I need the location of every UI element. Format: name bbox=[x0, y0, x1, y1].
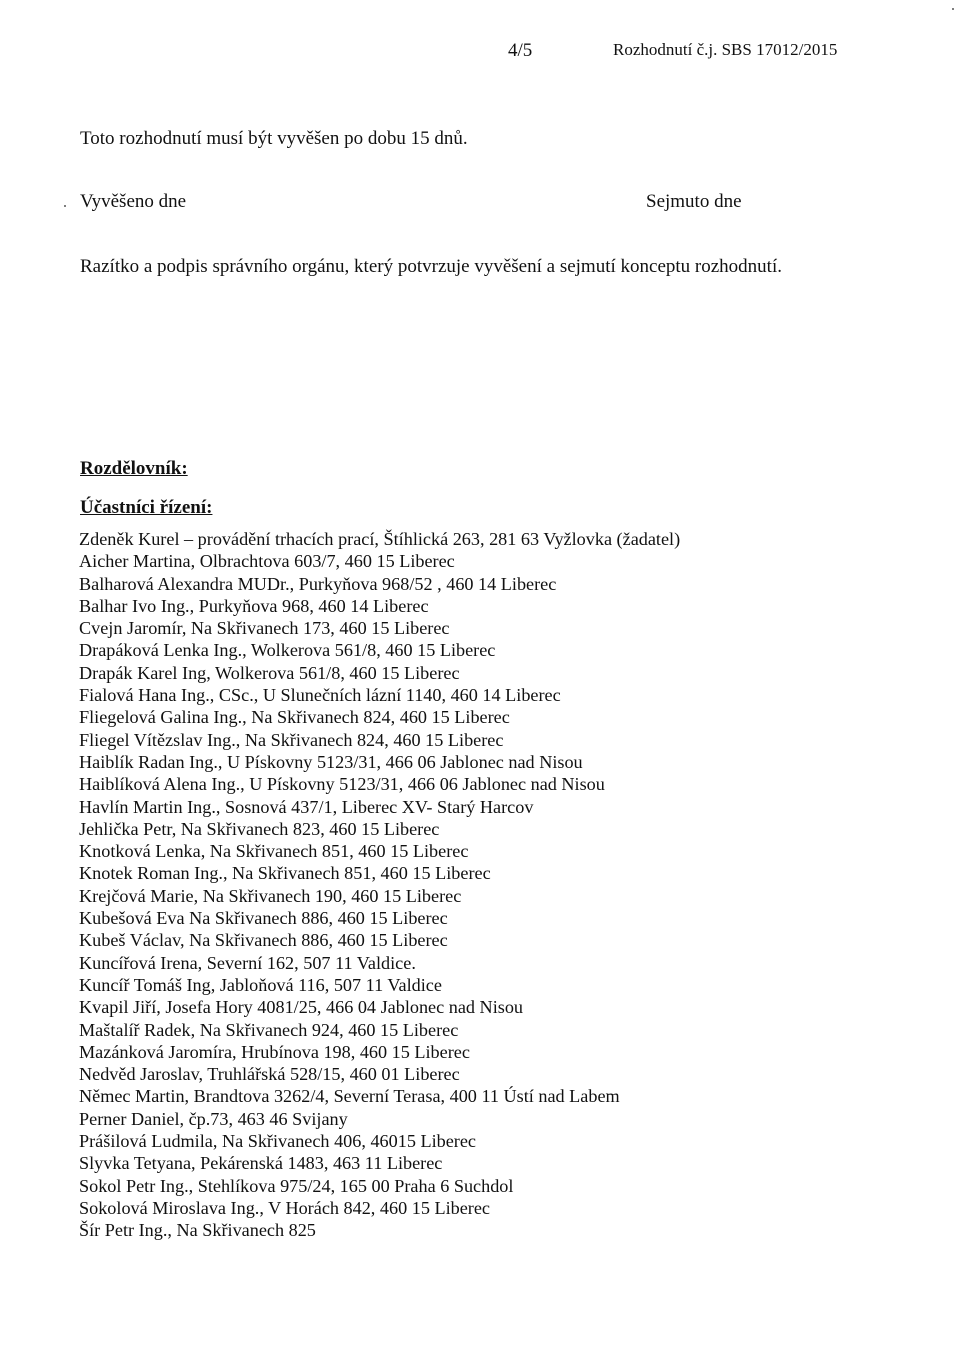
participant-entry: Kuncíř Tomáš Ing, Jabloňová 116, 507 11 Valdice bbox=[79, 974, 442, 995]
participant-entry: Knotek Roman Ing., Na Skřivanech 851, 460 15 Liberec bbox=[79, 863, 491, 884]
participant-entry: Havlín Martin Ing., Sosnová 437/1, Liberec XV- Starý Harcov bbox=[79, 796, 534, 817]
participant-entry: Slyvka Tetyana, Pekárenská 1483, 463 11 Liberec bbox=[79, 1153, 443, 1174]
participant-entry: Zdeněk Kurel – provádění trhacích prací, Štíhlická 263, 281 63 Vyžlovka (žadatel) bbox=[79, 529, 681, 549]
scan-speck bbox=[64, 205, 66, 207]
distribution-heading: Rozdělovník: bbox=[80, 458, 188, 479]
participant-entry: Sokol Petr Ing., Stehlíkova 975/24, 165 00 Praha 6 Suchdol bbox=[79, 1175, 514, 1196]
participants-heading: Účastníci řízení: bbox=[80, 497, 213, 518]
participant-entry: Jehlička Petr, Na Skřivanech 823, 460 15 Liberec bbox=[79, 818, 440, 839]
stamp-signature-note: Razítko a podpis správního orgánu, který potvrzuje vyvěšení a sejmutí konceptu rozhodnutí. bbox=[80, 256, 782, 277]
scan-speck bbox=[952, 8, 954, 10]
participant-entry: Nedvěd Jaroslav, Truhlářská 528/15, 460 01 Liberec bbox=[79, 1064, 460, 1085]
participant-entry: Cvejn Jaromír, Na Skřivanech 173, 460 15 Liberec bbox=[79, 618, 450, 639]
participant-entry: Mazánková Jaromíra, Hrubínova 198, 460 15 Liberec bbox=[79, 1041, 470, 1062]
participant-entry: Kuncířová Irena, Severní 162, 507 11 Valdice. bbox=[79, 952, 416, 973]
participant-entry: Kvapil Jiří, Josefa Hory 4081/25, 466 04 Jablonec nad Nisou bbox=[79, 997, 524, 1018]
participant-entry: Němec Martin, Brandtova 3262/4, Severní Terasa, 400 11 Ústí nad Labem bbox=[79, 1086, 620, 1107]
participant-entry: Haiblík Radan Ing., U Pískovny 5123/31, 466 06 Jablonec nad Nisou bbox=[79, 751, 583, 772]
participant-entry: Maštalíř Radek, Na Skřivanech 924, 460 15 Liberec bbox=[79, 1019, 459, 1040]
participant-entry: Fliegel Vítězslav Ing., Na Skřivanech 824, 460 15 Liberec bbox=[79, 729, 504, 750]
participant-entry: Drapák Karel Ing, Wolkerova 561/8, 460 15 Liberec bbox=[79, 662, 460, 683]
participant-entry: Knotková Lenka, Na Skřivanech 851, 460 15 Liberec bbox=[79, 841, 469, 862]
participant-entry: Krejčová Marie, Na Skřivanech 190, 460 15 Liberec bbox=[79, 885, 462, 906]
participant-entry: Haiblíková Alena Ing., U Pískovny 5123/31, 466 06 Jablonec nad Nisou bbox=[79, 774, 605, 795]
participant-entry: Drapáková Lenka Ing., Wolkerova 561/8, 460 15 Liberec bbox=[79, 640, 496, 661]
participants-list bbox=[79, 528, 680, 1242]
participant-entry: Kubešová Eva Na Skřivanech 886, 460 15 Liberec bbox=[79, 908, 448, 929]
participant-entry: Perner Daniel, čp.73, 463 46 Svijany bbox=[79, 1108, 348, 1129]
page-number: 4/5 bbox=[508, 40, 533, 61]
participant-entry: Kubeš Václav, Na Skřivanech 886, 460 15 Liberec bbox=[79, 930, 448, 951]
participant-entry: Balharová Alexandra MUDr., Purkyňova 968/52 , 460 14 Liberec bbox=[79, 573, 557, 594]
posted-date-label: Vyvěšeno dne bbox=[80, 191, 187, 212]
participant-entry: Šír Petr Ing., Na Skřivanech 825 bbox=[79, 1220, 316, 1241]
participant-entry: Fliegelová Galina Ing., Na Skřivanech 824, 460 15 Liberec bbox=[79, 707, 510, 728]
participant-entry: Prášilová Ludmila, Na Skřivanech 406, 46015 Liberec bbox=[79, 1131, 476, 1152]
participant-entry: Fialová Hana Ing., CSc., U Slunečních lázní 1140, 460 14 Liberec bbox=[79, 685, 561, 706]
posting-duration-notice: Toto rozhodnutí musí být vyvěšen po dobu 15 dnů. bbox=[80, 128, 468, 149]
participant-entry: Sokolová Miroslava Ing., V Horách 842, 460 15 Liberec bbox=[79, 1197, 490, 1218]
removed-date-label: Sejmuto dne bbox=[646, 191, 742, 212]
participant-entry: Aicher Martina, Olbrachtova 603/7, 460 15 Liberec bbox=[79, 551, 455, 572]
decision-reference: Rozhodnutí č.j. SBS 17012/2015 bbox=[613, 40, 838, 59]
participant-entry: Balhar Ivo Ing., Purkyňova 968, 460 14 Liberec bbox=[79, 595, 429, 616]
